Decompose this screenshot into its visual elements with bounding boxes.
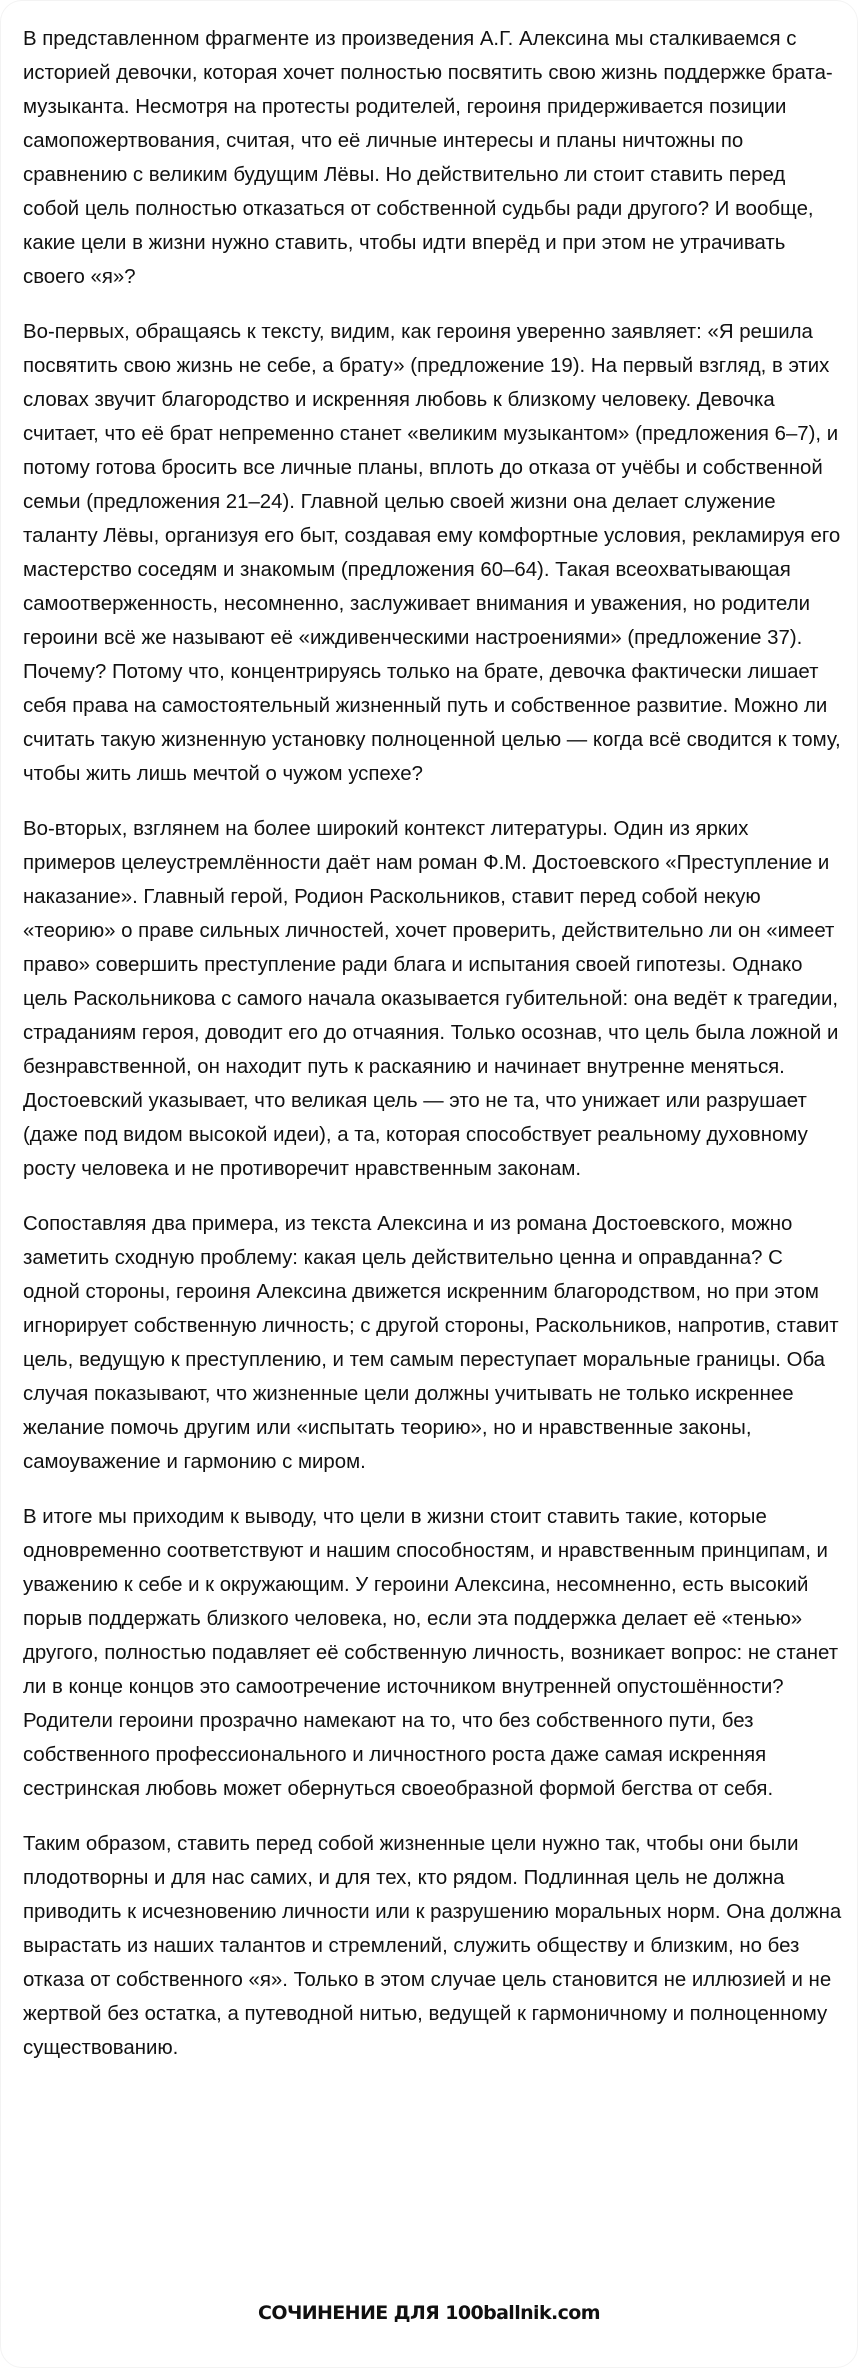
essay-paragraph-intro: В представленном фрагменте из произведения А.Г. Алексина мы сталкиваемся с историей девочки, которая хочет полностью посвятить свою жизнь поддержке брата-музыканта. Несмотря на протесты родителей, героиня придерживается позиции самопожертвования, считая, что её личные интересы и планы ничтожны по сравнению с великим будущим Лёвы. Но действительно ли стоит ставить перед собой цель полностью отказаться от собственной судьбы ради другого? И вообще, какие цели в жизни нужно ставить, чтобы идти вперёд и при этом не утрачивать своего «я»? [23,28,833,288]
essay-paragraph-argument-2: Во-вторых, взглянем на более широкий контекст литературы. Один из ярких примеров целеустремлённости даёт нам роман Ф.М. Достоевского «Преступление и наказание». Главный герой, Родион Раскольников, ставит перед собой некую «теорию» о праве сильных личностей, хочет проверить, действительно ли он «имеет право» совершить преступление ради блага и испытания своей гипотезы. Однако цель Раскольникова с самого начала оказывается губительной: она ведёт к трагедии, страданиям героя, доводит его до отчаяния. Только осознав, что цель была ложной и безнравственной, он находит путь к раскаянию и начинает внутренне меняться. Достоевский указывает, что великая цель — это не та, что унижает или разрушает (даже под видом высокой идеи), а та, которая способствует реальному духовному росту человека и не противоречит нравственным законам. [23,818,839,1180]
essay-paragraph-conclusion: В итоге мы приходим к выводу, что цели в жизни стоит ставить такие, которые одновременно соответствуют и нашим способностям, и нравственным принципам, и уважению к себе и к окружающим. У героини Алексина, несомненно, есть высокий порыв поддержать близкого человека, но, если эта поддержка делает её «тенью» другого, полностью подавляет её собственную личность, возникает вопрос: не станет ли в конце концов это самоотречение источником внутренней опустошённости? Родители героини прозрачно намекают на то, что без собственного пути, без собственного профессионального и личностного роста даже самая искренняя сестринская любовь может обернуться своеобразной формой бегства от себя. [23,1506,839,1800]
essay-paragraph-comparison: Сопоставляя два примера, из текста Алексина и из романа Достоевского, можно заметить сходную проблему: какая цель действительно ценна и оправданна? С одной стороны, героиня Алексина движется искренним благородством, но при этом игнорирует собственную личность; с другой стороны, Раскольников, напротив, ставит цель, ведущую к преступлению, и тем самым переступает моральные границы. Оба случая показывают, что жизненные цели должны учитывать не только искреннее желание помочь другим или «испытать теорию», но и нравственные законы, самоуважение и гармонию с миром. [23,1213,839,1473]
essay-footer-caption: СОЧИНЕНИЕ ДЛЯ 100ballnik.com [258,2302,600,2324]
essay-paragraph-argument-1: Во-первых, обращаясь к тексту, видим, как героиня уверенно заявляет: «Я решила посвятить свою жизнь не себе, а брату» (предложение 19). На первый взгляд, в этих словах звучит благородство и искренняя любовь к близкому человеку. Девочка считает, что её брат непременно станет «великим музыкантом» (предложения 6–7), и потому готова бросить все личные планы, вплоть до отказа от учёбы и собственной семьи (предложения 21–24). Главной целью своей жизни она делает служение таланту Лёвы, организуя его быт, создавая ему комфортные условия, рекламируя его мастерство соседям и знакомым (предложения 60–64). Такая всеохватывающая самоотверженность, несомненно, заслуживает внимания и уважения, но родители героини всё же называют её «иждивенческими настроениями» (предложение 37). Почему? Потому что, концентрируясь только на брате, девочка фактически лишает себя права на самостоятельный жизненный путь и собственное развитие. Можно ли считать такую жизненную установку полноценной целью — когда всё сводится к тому, чтобы жить лишь мечтой о чужом успехе? [23,321,841,785]
essay-body [23,22,845,2086]
essay-paragraph-final: Таким образом, ставить перед собой жизненные цели нужно так, чтобы они были плодотворны и для нас самих, и для тех, кто рядом. Подлинная цель не должна приводить к исчезновению личности или к разрушению моральных норм. Она должна вырастать из наших талантов и стремлений, служить обществу и близким, но без отказа от собственного «я». Только в этом случае цель становится не иллюзией и не жертвой без остатка, а путеводной нитью, ведущей к гармоничному и полноценному существованию. [23,1833,842,2059]
